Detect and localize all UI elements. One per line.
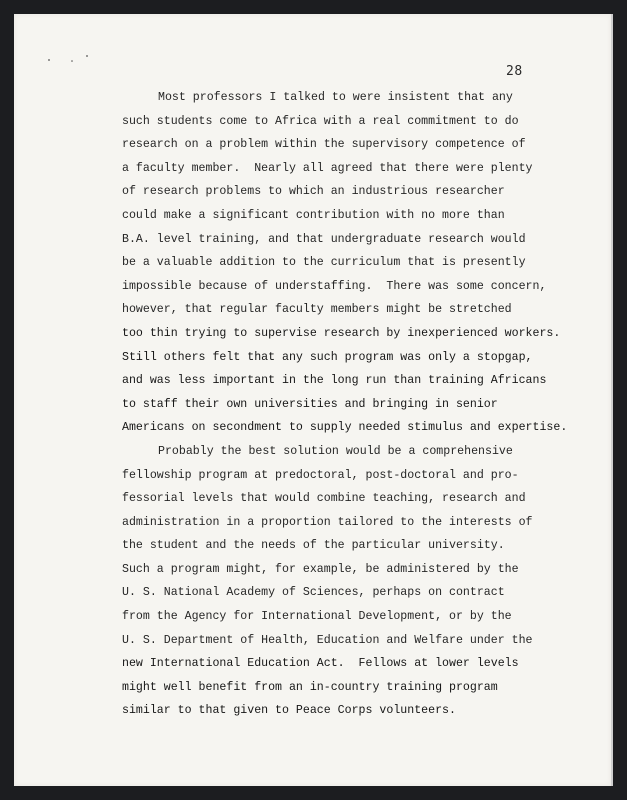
text-line: a faculty member. Nearly all agreed that there were plenty [122, 161, 533, 175]
text-line: U. S. National Academy of Sciences, perhaps on contract [122, 586, 505, 600]
dust-specks [47, 44, 97, 64]
text-line: new International Education Act. Fellows at lower levels [122, 657, 519, 671]
text-line: and was less important in the long run than training Africans [122, 374, 547, 388]
text-line: of research problems to which an industrious researcher [122, 185, 505, 199]
text-line: could make a significant contribution with no more than [122, 208, 505, 222]
text-line: Probably the best solution would be a comprehensive [158, 444, 513, 458]
text-line: fellowship program at predoctoral, post-doctoral and pro- [122, 468, 519, 482]
text-line: be a valuable addition to the curriculum that is presently [122, 256, 526, 270]
text-line: Still others felt that any such program was only a stopgap, [122, 350, 533, 364]
page-number: 28 [506, 64, 523, 79]
text-line: similar to that given to Peace Corps volunteers. [122, 704, 456, 718]
text-line: U. S. Department of Health, Education and Welfare under the [122, 633, 533, 647]
text-line: B.A. level training, and that undergraduate research would [122, 232, 526, 246]
text-line: too thin trying to supervise research by inexperienced workers. [122, 326, 561, 340]
text-line: Most professors I talked to were insistent that any [158, 91, 513, 104]
text-line: to staff their own universities and bringing in senior [122, 397, 498, 411]
document-body [122, 86, 582, 723]
text-line: Such a program might, for example, be administered by the [122, 562, 519, 576]
text-line: research on a problem within the supervisory competence of [122, 138, 526, 152]
text-line: the student and the needs of the particular university. [122, 539, 505, 553]
page-edge [611, 14, 613, 786]
text-line: might well benefit from an in-country training program [122, 680, 498, 694]
text-line: Americans on secondment to supply needed stimulus and expertise. [122, 421, 568, 435]
text-line: fessorial levels that would combine teaching, research and [122, 492, 526, 506]
text-line: administration in a proportion tailored to the interests of [122, 515, 533, 529]
text-line: from the Agency for International Development, or by the [122, 610, 512, 624]
text-line: impossible because of understaffing. There was some concern, [122, 279, 547, 293]
text-line: however, that regular faculty members might be stretched [122, 303, 512, 317]
text-line: such students come to Africa with a real commitment to do [122, 114, 519, 128]
